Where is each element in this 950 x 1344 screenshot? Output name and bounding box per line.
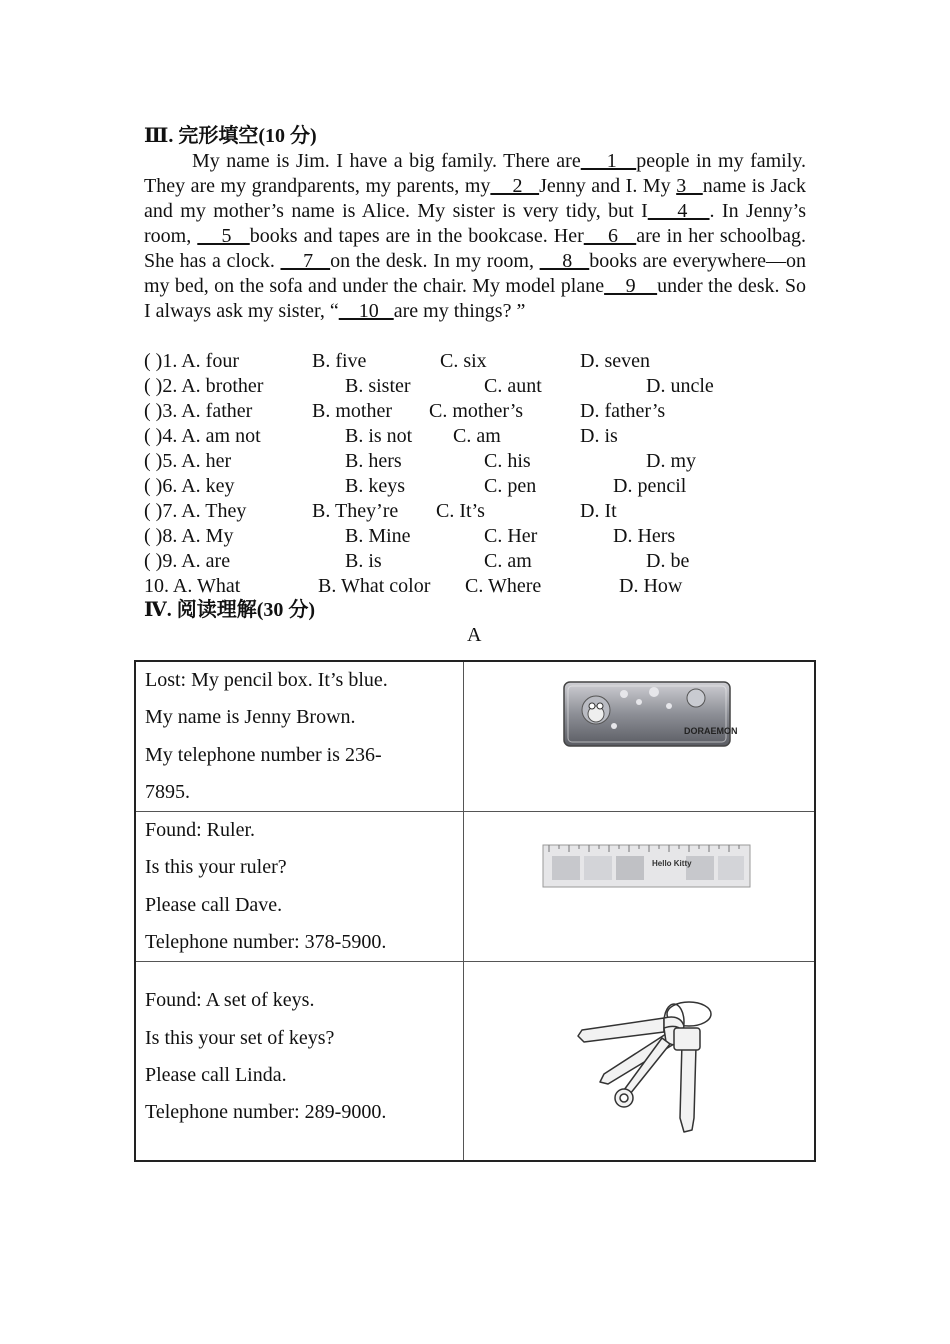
passage-text: are my things? ” (393, 300, 526, 322)
question-5-option-d: D. my (646, 450, 696, 472)
notice-line: My telephone number is 236- (145, 743, 382, 766)
question-7-option-b: B. They’re (312, 500, 399, 522)
question-3-option-a: ( )3. A. father (144, 400, 253, 422)
passage-text: on the desk. In my room, (330, 250, 540, 272)
notice-picture (464, 812, 816, 962)
cloze-passage (144, 149, 806, 324)
question-6-option-b: B. keys (345, 475, 405, 497)
question-10-option-c: C. Where (465, 575, 542, 597)
passage-text: name is Jack and my mother’s name is Alice. My sister is very tidy, but I (144, 175, 807, 222)
section4-heading: Ⅳ. 阅读理解(30 分) (144, 599, 316, 621)
question-10-option-b: B. What color (318, 575, 431, 597)
notice-line: Telephone number: 289-9000. (145, 1101, 387, 1124)
question-1-option-d: D. seven (580, 350, 650, 372)
question-8-option-a: ( )8. A. My (144, 525, 234, 547)
blank-9: 9 (604, 275, 658, 297)
question-3-option-c: C. mother’s (429, 400, 524, 422)
notice-text (135, 812, 464, 962)
question-7-option-d: D. It (580, 500, 617, 522)
question-2-option-a: ( )2. A. brother (144, 375, 264, 397)
section3-heading: Ⅲ. 完形填空(10 分) (144, 125, 317, 147)
question-6-option-a: ( )6. A. key (144, 475, 235, 497)
notice-line: Is this your set of keys? (145, 1026, 335, 1049)
part-label: A (467, 624, 482, 646)
question-3-option-b: B. mother (312, 400, 392, 422)
blank-7: 7 (280, 250, 331, 272)
passage-text: are in her schoolbag. She has a clock. (144, 225, 806, 272)
ruler-image (464, 812, 826, 957)
notice-text (135, 962, 464, 1161)
notice-row (135, 962, 815, 1161)
notice-picture (464, 661, 816, 812)
notice-line: Found: A set of keys. (145, 989, 315, 1012)
blank-6: 6 (583, 225, 637, 247)
notice-line: Please call Linda. (145, 1063, 287, 1086)
question-6-option-d: D. pencil (613, 475, 687, 497)
blank-3: 3 (676, 175, 703, 197)
ruler-brand: Hello Kitty (652, 859, 692, 869)
question-5-option-a: ( )5. A. her (144, 450, 232, 472)
passage-text: My name is Jim. I have a big family. There are (192, 150, 581, 172)
blank-10: 10 (338, 300, 394, 322)
pencil-box-image (464, 662, 826, 808)
question-9-option-b: B. is (345, 550, 382, 572)
notice-line: My name is Jenny Brown. (145, 706, 356, 729)
question-4-option-c: C. am (453, 425, 501, 447)
question-1-option-a: ( )1. A. four (144, 350, 239, 372)
blank-8: 8 (539, 250, 590, 272)
question-8-option-b: B. Mine (345, 525, 411, 547)
notice-line: Telephone number: 378-5900. (145, 931, 387, 954)
question-9-option-c: C. am (484, 550, 532, 572)
question-6-option-c: C. pen (484, 475, 537, 497)
question-10-option-d: D. How (619, 575, 683, 597)
question-3-option-d: D. father’s (580, 400, 666, 422)
question-9-option-d: D. be (646, 550, 690, 572)
question-1-option-c: C. six (440, 350, 487, 372)
notice-row (135, 812, 815, 962)
question-5-option-c: C. his (484, 450, 531, 472)
notice-line: Is this your ruler? (145, 856, 287, 879)
blank-1: 1 (580, 150, 637, 172)
question-9-option-a: ( )9. A. are (144, 550, 231, 572)
question-10-option-a: 10. A. What (144, 575, 241, 597)
question-2-option-c: C. aunt (484, 375, 542, 397)
question-4-option-b: B. is not (345, 425, 413, 447)
notice-line: Found: Ruler. (145, 819, 256, 842)
question-8-option-d: D. Hers (613, 525, 676, 547)
notice-text (135, 661, 464, 812)
question-1-option-b: B. five (312, 350, 367, 372)
question-4-option-a: ( )4. A. am not (144, 425, 261, 447)
question-2-option-d: D. uncle (646, 375, 714, 397)
notice-line: Lost: My pencil box. It’s blue. (145, 669, 388, 691)
passage-text: under the desk. So I always ask my sister, “ (144, 275, 806, 322)
notice-line: 7895. (145, 780, 190, 803)
passage-text: books are everywhere—on my bed, on the sofa and under the chair. My model plane (144, 250, 807, 297)
blank-5: 5 (197, 225, 250, 247)
passage-text: people in my family. They are my grandparents, my parents, my (144, 150, 807, 197)
passage-text: . In Jenny’s room, (144, 200, 806, 247)
question-4-option-d: D. is (580, 425, 618, 447)
notices-table (134, 660, 816, 1162)
question-7-option-a: ( )7. A. They (144, 500, 247, 522)
question-8-option-c: C. Her (484, 525, 538, 547)
blank-2: 2 (490, 175, 540, 197)
pencil-box-brand: DORAEMON (684, 726, 738, 736)
notice-picture (464, 962, 816, 1161)
notice-line: Please call Dave. (145, 893, 283, 916)
question-2-option-b: B. sister (345, 375, 411, 397)
question-7-option-c: C. It’s (436, 500, 485, 522)
blank-4: 4 (647, 200, 710, 222)
passage-text: Jenny and I. My (539, 175, 677, 197)
notice-row (135, 661, 815, 812)
passage-text: books and tapes are in the bookcase. Her (249, 225, 584, 247)
question-5-option-b: B. hers (345, 450, 402, 472)
keys-image (464, 962, 826, 1159)
